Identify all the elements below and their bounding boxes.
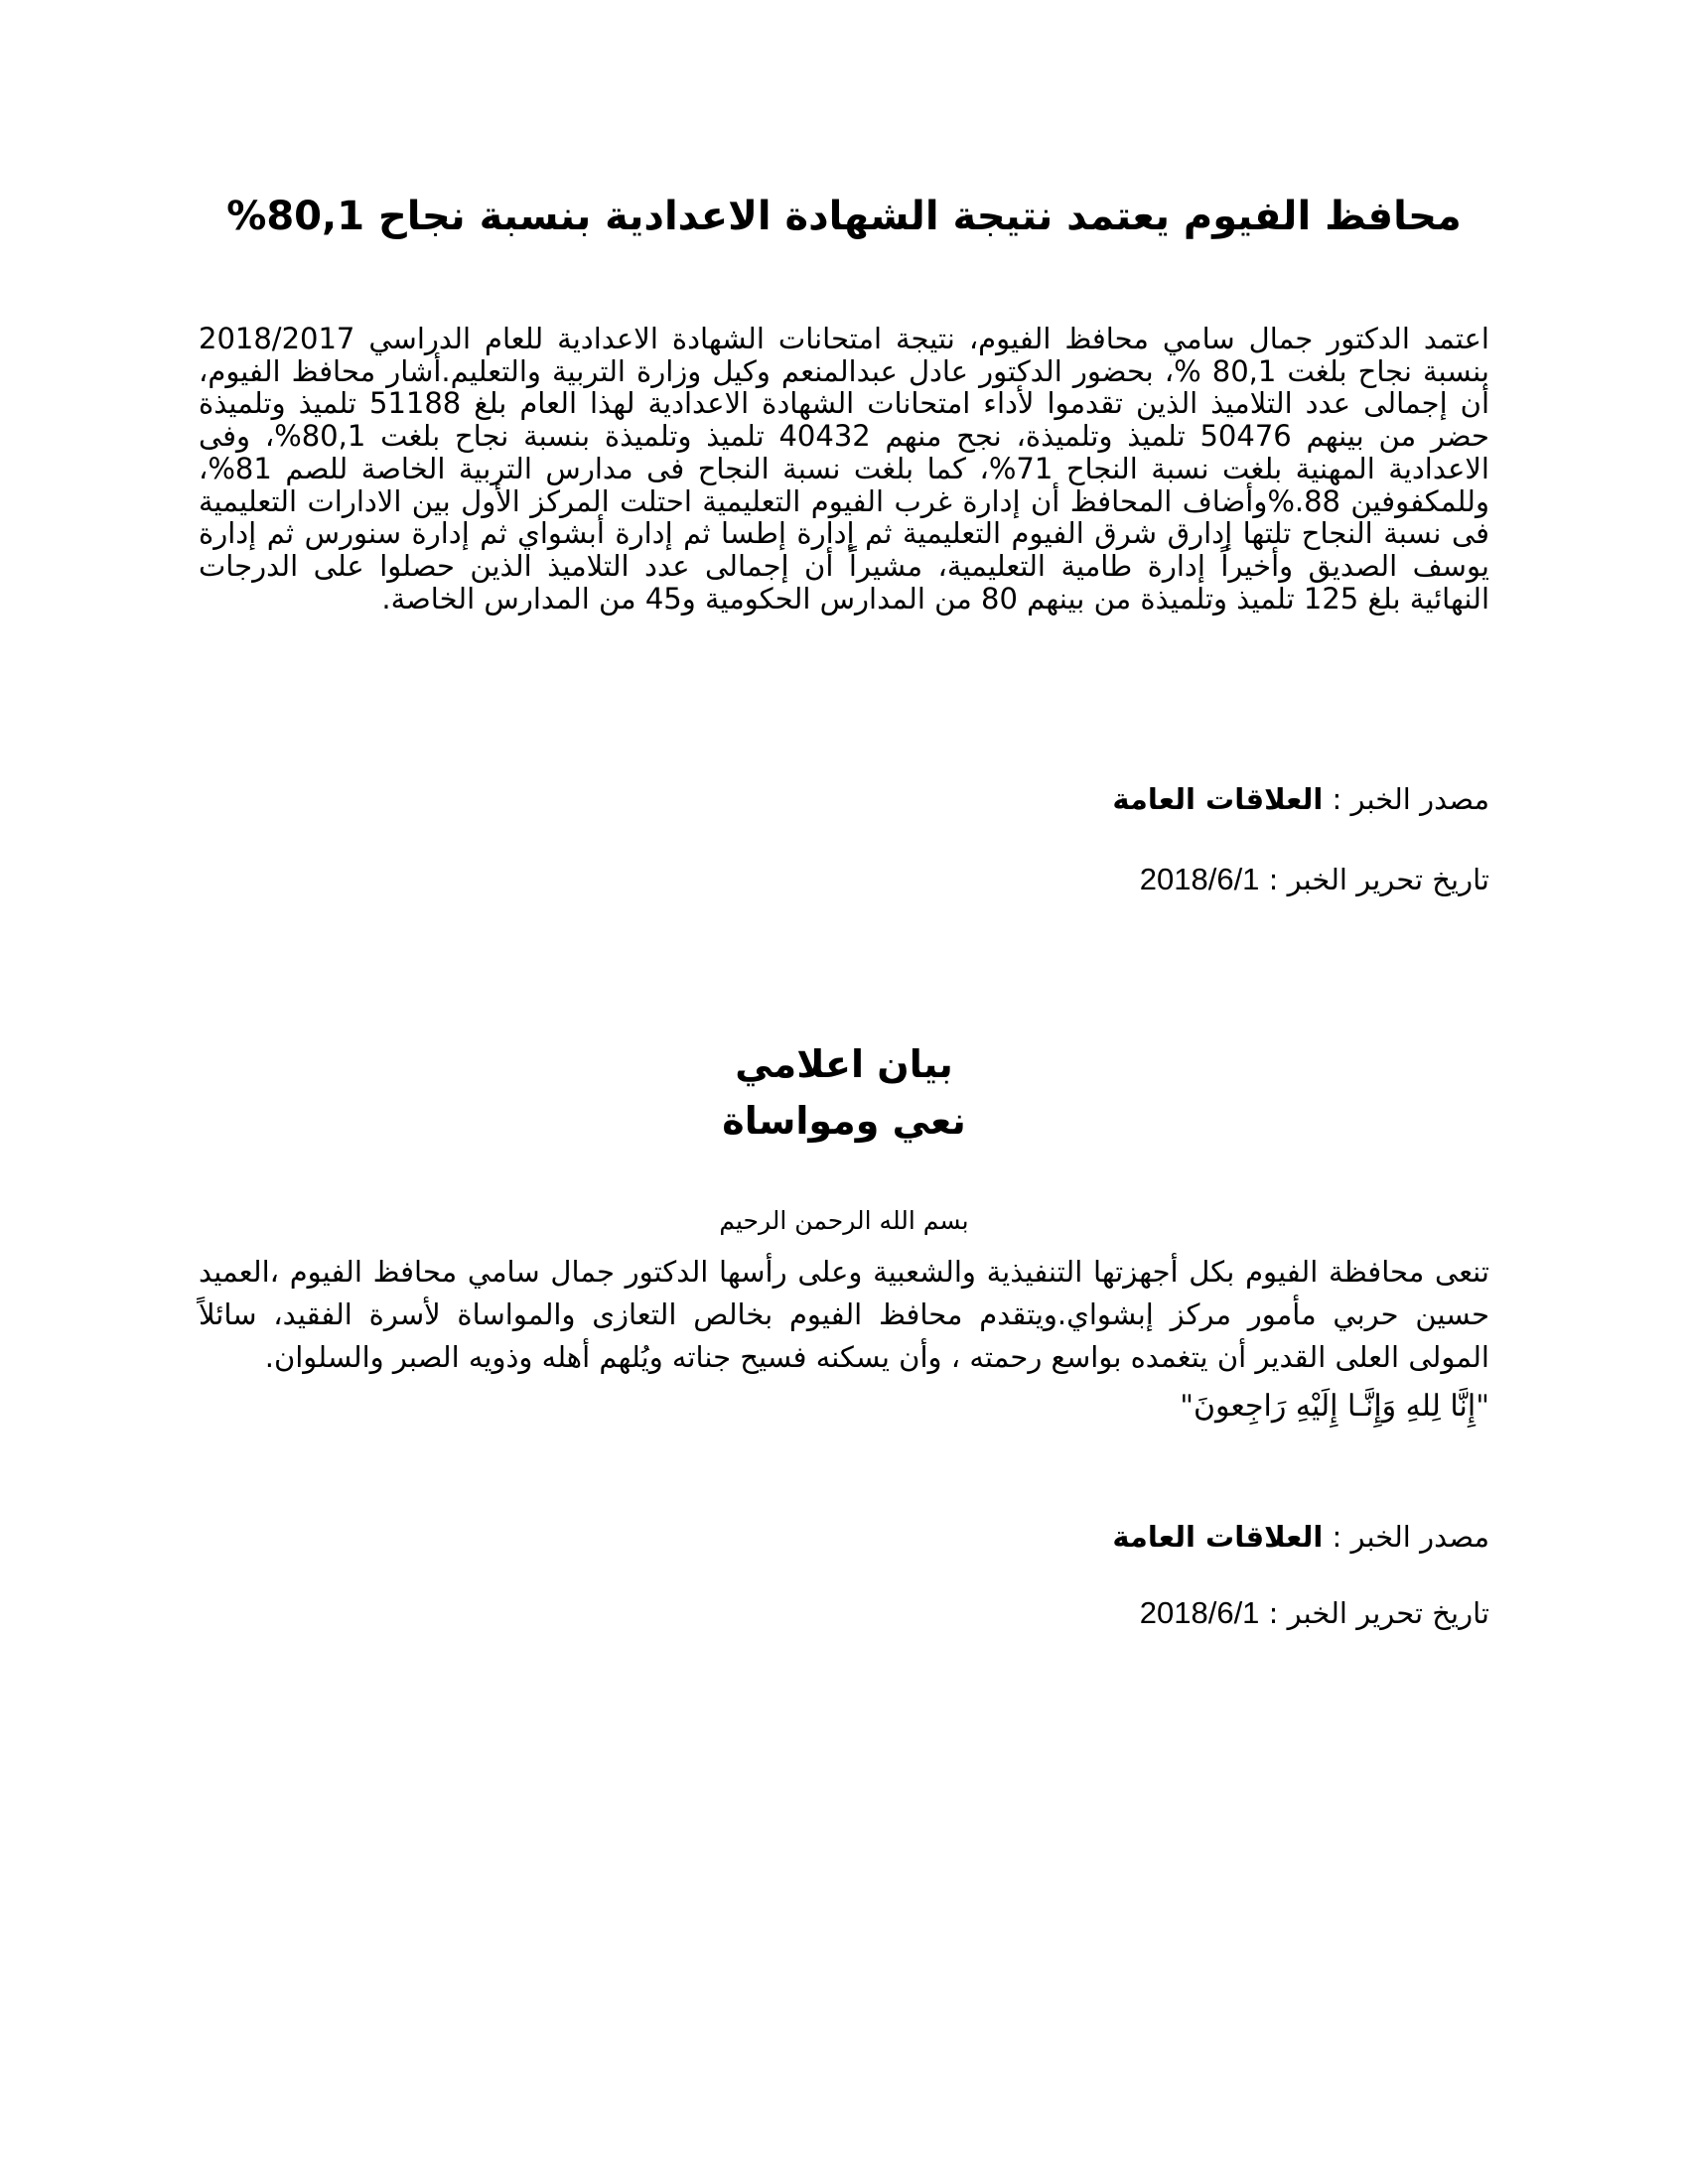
quran-verse: "إِنَّا لِلهِ وَإِنَّـا إِلَيْهِ رَاجِعونَ": [1180, 1389, 1489, 1424]
condolence-heading-line1: بيان اعلامي: [735, 1042, 953, 1086]
condolence-source-label: مصدر الخبر :: [1332, 1520, 1489, 1554]
article-source-line: [1112, 779, 1489, 819]
article-source-value: العلاقات العامة: [1112, 782, 1324, 816]
article-date-line: [1140, 860, 1489, 899]
condolence-source-value: العلاقات العامة: [1112, 1520, 1324, 1554]
article-title: محافظ الفيوم يعتمد نتيجة الشهادة الاعدادية بنسبة نجاح 80,1%: [226, 194, 1462, 239]
basmala: بسم الله الرحمن الرحيم: [719, 1206, 969, 1235]
condolence-date-line: [1140, 1593, 1489, 1633]
article-date-label: تاريخ تحرير الخبر :: [1268, 863, 1489, 896]
condolence-date-value: 2018/6/1: [1139, 1595, 1260, 1630]
article-source-label: مصدر الخبر :: [1332, 782, 1489, 816]
condolence-heading-line2: نعي ومواساة: [722, 1099, 966, 1143]
condolence-source-line: [1112, 1517, 1489, 1557]
article-date-value: 2018/6/1: [1139, 862, 1260, 896]
article-body: اعتمد الدكتور جمال سامي محافظ الفيوم، نتيجة امتحانات الشهادة الاعدادية للعام الدراسي 2018/2017 بنسبة نجاح بلغت 80,1 %، بحضور الدكتور عادل عبدالمنعم وكيل وزارة التربية والتعليم.أشار محافظ الفيوم، أن إجمالى عدد التلاميذ الذين تقدموا لأداء امتحانات الشهادة الاعدادية لهذا العام بلغ 51188 تلميذ وتلميذة حضر من بينهم 50476 تلميذ وتلميذة، نجح منهم 40432 تلميذ وتلميذة بنسبة نجاح بلغت 80,1%، وفى الاعدادية المهنية بلغت نسبة النجاح 71%، كما بلغت نسبة النجاح فى مدارس التربية الخاصة للصم 81%، وللمكفوفين 88.%وأضاف المحافظ أن إدارة غرب الفيوم التعليمية احتلت المركز الأول بين الادارات التعليمية فى نسبة النجاح تلتها إدارق شرق الفيوم التعليمية ثم إدارة إطسا ثم إدارة أبشواي ثم إدارة سنورس ثم إدارة يوسف الصديق وأخيراً إدارة طامية التعليمية، مشيراً أن إجمالى عدد التلاميذ الذين حصلوا على الدرجات النهائية بلغ 125 تلميذ وتلميذة من بينهم 80 من المدارس الحكومية و45 من المدارس الخاصة.: [199, 322, 1489, 615]
condolence-body: تنعى محافظة الفيوم بكل أجهزتها التنفيذية والشعبية وعلى رأسها الدكتور جمال سامي محافظ الفيوم ،العميد حسين حربي مأمور مركز إبشواي.ويتقدم محافظ الفيوم بخالص التعازى والمواساة لأسرة الفقيد، سائلاً المولى العلى القدير أن يتغمده بواسع رحمته ، وأن يسكنه فسيح جناته ويُلهم أهله وذويه الصبر والسلوان.: [199, 1255, 1489, 1374]
condolence-date-label: تاريخ تحرير الخبر :: [1268, 1596, 1489, 1630]
